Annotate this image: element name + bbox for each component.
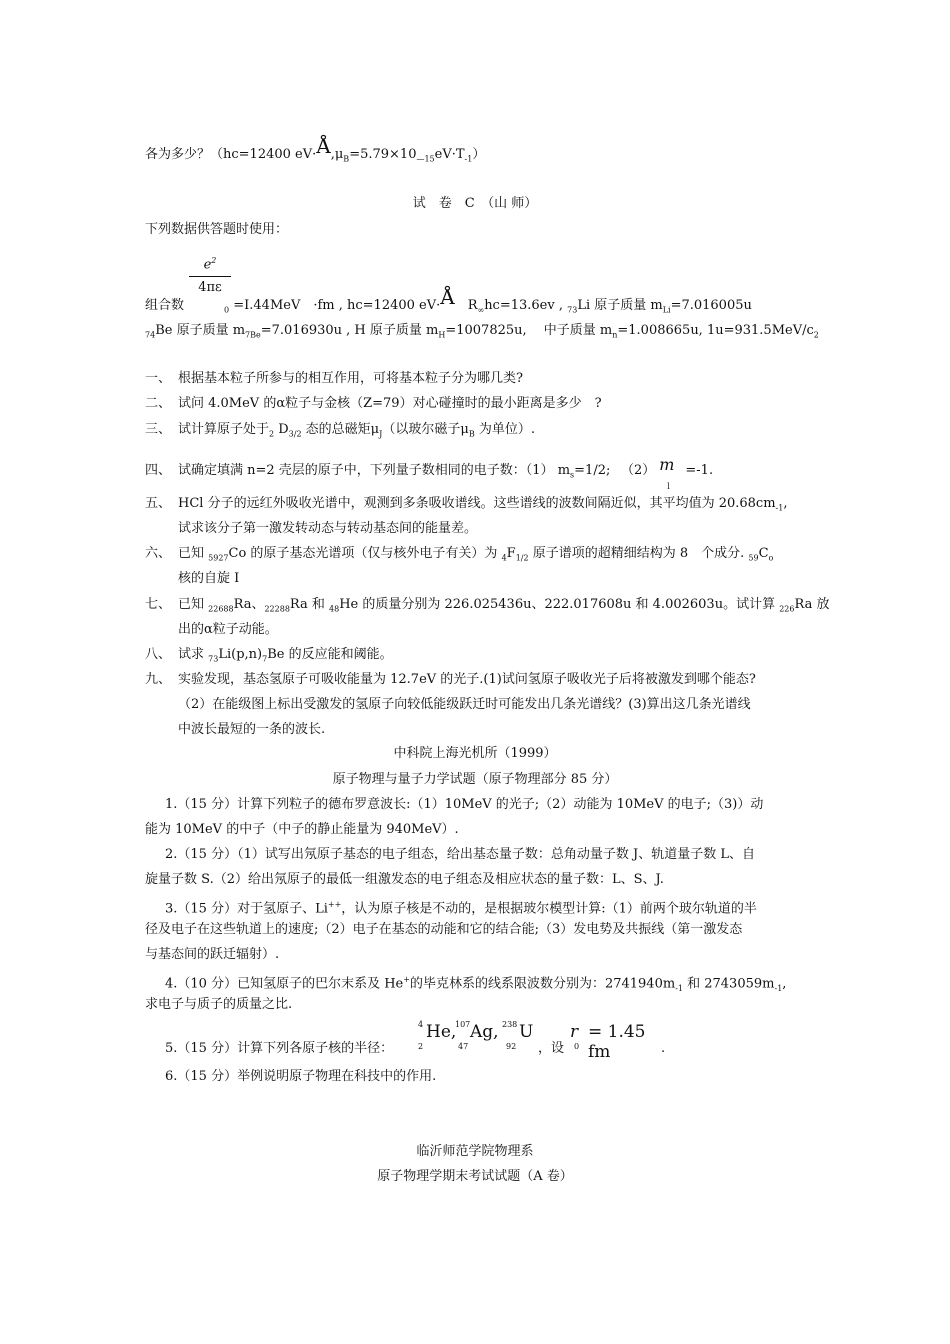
question-1: [145, 370, 523, 388]
angstrom-symbol: Å: [316, 134, 331, 158]
const-e: =7.016005u: [670, 298, 752, 313]
mu-exp: —15: [416, 154, 435, 164]
mu-value: =5.79×10: [349, 147, 417, 162]
linyi-title: 临沂师范学院物理系: [416, 1144, 534, 1159]
li-mass-number: 7: [208, 654, 214, 664]
rydberg-sub: ∞: [477, 305, 485, 315]
c-squared: 2: [813, 330, 819, 340]
shanghai-q2-continued: 旋量子数 S.（2）给出氖原子的最低一组激发态的电子组态及相应状态的量子数：L、S、J.: [145, 872, 664, 887]
question-number: 八、: [145, 647, 172, 662]
question-4: [145, 455, 714, 491]
ra222-mass-number: 222: [264, 604, 280, 614]
question-text: ,: [783, 496, 788, 511]
constants-line-2: [145, 322, 819, 345]
question-6: [145, 545, 773, 568]
question-text: 试求: [178, 647, 209, 662]
he-z: 2: [418, 1042, 424, 1051]
const2-c: =1007825u, 中子质量 m: [445, 323, 613, 338]
question-text: Co 的原子基态光谱项（仅与核外电子有关）为: [228, 546, 502, 561]
const-b: R: [454, 298, 478, 313]
ra226-mass-number: 226: [208, 604, 224, 614]
shanghai-q3-continued-2: 与基态间的跃迁辐射）.: [145, 947, 280, 962]
q3-text: 3.（15 分）对于氢原子、Li: [165, 901, 328, 917]
question-text: 根据基本粒子所参与的相互作用，可将基本粒子分为哪几类?: [178, 371, 523, 386]
question-text: HCl 分子的远红外吸收光谱中，观测到多条吸收谱线。这些谱线的波数间隔近似，其平均值为 20.68cm: [178, 496, 776, 511]
const2-b: =7.016930u , H 原子质量 m: [260, 323, 439, 338]
const-lead: 组合数: [145, 298, 185, 313]
li-atomic-number: 3: [213, 654, 219, 664]
question-text: 态的总磁矩μ: [301, 422, 380, 437]
shanghai-q4-continued: 求电子与质子的质量之比.: [145, 997, 293, 1012]
question-9-continued-2: 中波长最短的一条的波长.: [178, 722, 326, 737]
question-text: Be 的反应能和阈能。: [267, 647, 393, 662]
co-mass-number: 59: [208, 553, 219, 563]
const2-d: =1.008665u, 1u=931.5MeV/c: [617, 323, 814, 338]
question-6-continued: 核的自旋 I: [178, 571, 240, 586]
question-text: 试计算原子处于: [178, 422, 270, 437]
u-symbol: U: [519, 1022, 534, 1042]
shanghai-q3-continued-1: 径及电子在这些轨道上的速度;（2）电子在基态的动能和它的结合能;（3）发电势及共振线（第一激发态: [145, 922, 743, 937]
question-text: 试确定填满 n=2 壳层的原子中，下列量子数相同的电子数：（1） m: [178, 463, 571, 478]
li-mass-sub: Li: [662, 305, 671, 315]
question-text: 试问 4.0MeV 的α粒子与金核（Z=79）对心碰撞时的最小距离是多少 ?: [178, 396, 602, 411]
question-text: C: [758, 546, 769, 561]
he-a: 4: [418, 1020, 424, 1029]
question-text: Li(p,n): [218, 647, 263, 662]
ra222-atomic-number: 88: [279, 604, 290, 614]
const-c: hc=13.6ev ,: [484, 298, 568, 313]
frac-num-sup: 2: [211, 256, 217, 265]
ag-a: 107: [455, 1020, 471, 1029]
question-number: 七、: [145, 597, 172, 612]
be-mass-number: 7: [145, 330, 151, 340]
co-mass-number-2: 59: [748, 553, 759, 563]
question-2: [145, 395, 602, 413]
r0-value: = 1.45 fm: [588, 1022, 646, 1062]
shanghai-q1: 1.（15 分）计算下列粒子的德布罗意波长:（1）10MeV 的光子;（2）动能为 10MeV 的电子;（3)）动: [165, 797, 764, 812]
const-a: =I.44MeV ·fm , hc=12400 eV·: [229, 298, 441, 313]
q4-text: 的毕克林系的线系限波数分别为：2741940m: [409, 976, 676, 992]
term-symbol: F: [506, 546, 516, 561]
paper-c-intro: 下列数据供答题时使用：: [145, 222, 289, 237]
question-number: 六、: [145, 546, 172, 561]
q5-text: 5.（15 分）计算下列各原子核的半径：: [165, 1041, 394, 1056]
ag-z: 47: [458, 1042, 469, 1051]
question-text: 实验发现，基态氢原子可吸收能量为 12.7eV 的光子.(1)试问氢原子吸收光子后将被激发到哪个能态?: [178, 672, 756, 687]
q5-set: ，设: [538, 1041, 565, 1056]
co-sub: o: [768, 553, 774, 563]
shanghai-q4: [165, 971, 786, 998]
be-mass-number: 7: [262, 654, 268, 664]
term-multiplicity: 2: [269, 429, 275, 439]
const2-a: Be 原子质量 m: [155, 323, 246, 338]
ag-symbol: Ag,: [470, 1022, 499, 1042]
h-mass-sub: H: [438, 330, 446, 340]
shanghai-q2: 2.（15 分）（1）试写出氖原子基态的电子组态，给出基态量子数：总角动量子数 J、轨道量子数 L、自: [165, 847, 755, 862]
question-3: [145, 421, 535, 444]
r-zero-sub: 0: [574, 1042, 580, 1051]
shanghai-q6: 6.（15 分）举例说明原子物理在科技中的作用.: [165, 1069, 437, 1084]
question-5: [145, 495, 787, 518]
question-7-continued: 出的α粒子动能。: [178, 622, 278, 637]
shanghai-subtitle: 原子物理与量子力学试题（原子物理部分 85 分）: [332, 772, 618, 787]
question-text: （以玻尔磁子μ: [382, 422, 469, 437]
m-symbol: m: [659, 455, 675, 474]
shanghai-q1-continued: 能为 10MeV 的中子（中子的静止能量为 940MeV）.: [145, 822, 459, 837]
question-9-continued-1: （2）在能级图上标出受激发的氢原子向较低能级跃迁时可能发出几条光谱线？(3)算出这几条光谱线: [178, 697, 751, 712]
unit-exp: -1: [774, 983, 783, 993]
q4-text: ,: [782, 976, 787, 992]
he-symbol: He,: [426, 1022, 457, 1042]
question-number: 四、: [145, 463, 172, 478]
question-text: He 的质量分别为 226.025436u、222.017608u 和 4.002603u。试计算: [339, 597, 780, 612]
be-atomic-number: 4: [150, 330, 156, 340]
shanghai-q3: [165, 896, 757, 918]
linyi-subtitle: 原子物理学期末考试试题（A 卷）: [377, 1169, 573, 1184]
ra226-atomic-number: 88: [223, 604, 234, 614]
term-symbol: D: [274, 422, 289, 437]
he-charge: +: [403, 975, 410, 984]
term-j-sub: 3/2: [288, 429, 302, 439]
question-number: 二、: [145, 396, 172, 411]
question-text: 已知: [178, 546, 209, 561]
question-text: 原子谱项的超精细结构为 8 个成分.: [528, 546, 749, 561]
question-number: 三、: [145, 422, 172, 437]
u-z: 92: [506, 1042, 517, 1051]
question-8: [145, 646, 393, 669]
co-atomic-number: 27: [218, 553, 229, 563]
header-formula-line: [145, 134, 486, 169]
question-text: =-1.: [681, 463, 714, 478]
q3-text: ，认为原子核是不动的，是根据玻尔模型计算:（1）前两个玻尔轨道的半: [341, 901, 757, 917]
mu-j-sub: J: [379, 429, 383, 439]
term-j-sub: 1/2: [515, 553, 529, 563]
frac-denominator: 4πε: [198, 280, 222, 296]
he-mass-number: 4: [329, 604, 335, 614]
question-text: 已知: [178, 597, 209, 612]
q4-text: 4.（10 分）已知氢原子的巴尔末系及 He: [165, 976, 404, 992]
mu-unit-exp: -1: [464, 154, 473, 164]
question-9: [145, 671, 756, 689]
li-atomic-number: 3: [572, 305, 578, 315]
be-mass-sub: 7Be: [245, 330, 261, 340]
li-charge: ++: [327, 900, 342, 909]
mu-b-sub: B: [468, 429, 475, 439]
question-text: Ra 和: [289, 597, 330, 612]
question-7: [145, 596, 829, 619]
angstrom-symbol-2: Å: [440, 285, 455, 309]
wavenumber-exp: -1: [775, 503, 784, 513]
ms-sub: s: [570, 470, 575, 480]
question-number: 九、: [145, 672, 172, 687]
frac-numerator: e: [203, 257, 212, 273]
question-text: Ra、: [233, 597, 265, 612]
mu-sub: B: [343, 154, 350, 164]
paper-c-title: 试 卷 C （山 师）: [412, 196, 538, 211]
li-mass-number: 7: [567, 305, 573, 315]
shanghai-title: 中科院上海光机所（1999）: [393, 746, 557, 761]
question-text: =1/2; （2）: [574, 463, 656, 478]
ml-sub: l: [667, 482, 670, 491]
question-text: 为单位）.: [474, 422, 535, 437]
eps-sub: 0: [224, 305, 230, 315]
const-d: Li 原子质量 m: [577, 298, 663, 313]
frac-bar: [189, 276, 231, 277]
term-multiplicity: 4: [501, 553, 507, 563]
question-number: 一、: [145, 371, 172, 386]
question-text: Ra 放: [794, 597, 830, 612]
ra226-mass-number-2: 226: [779, 604, 795, 614]
u-a: 238: [502, 1020, 518, 1029]
header-text: 各为多少？（hc=12400 eV·: [145, 147, 317, 162]
he-atomic-number: 8: [334, 604, 340, 614]
shanghai-q5: [165, 1040, 393, 1058]
q5-end: .: [661, 1041, 666, 1056]
r0-formula: [570, 1020, 670, 1062]
n-mass-sub: n: [612, 330, 618, 340]
question-number: 五、: [145, 496, 172, 511]
close-paren: ）: [472, 147, 486, 162]
nuclei-formula: [418, 1020, 538, 1054]
question-5-continued: 试求该分子第一激发转动态与转动基态间的能量差。: [178, 521, 478, 536]
coupling-fraction: [189, 252, 231, 297]
mu-text: ,μ: [330, 147, 344, 162]
unit-exp: -1: [675, 983, 683, 993]
r-symbol: r: [570, 1022, 579, 1042]
mu-unit: eV·T: [434, 147, 465, 162]
q4-text: 和 2743059m: [682, 976, 775, 992]
